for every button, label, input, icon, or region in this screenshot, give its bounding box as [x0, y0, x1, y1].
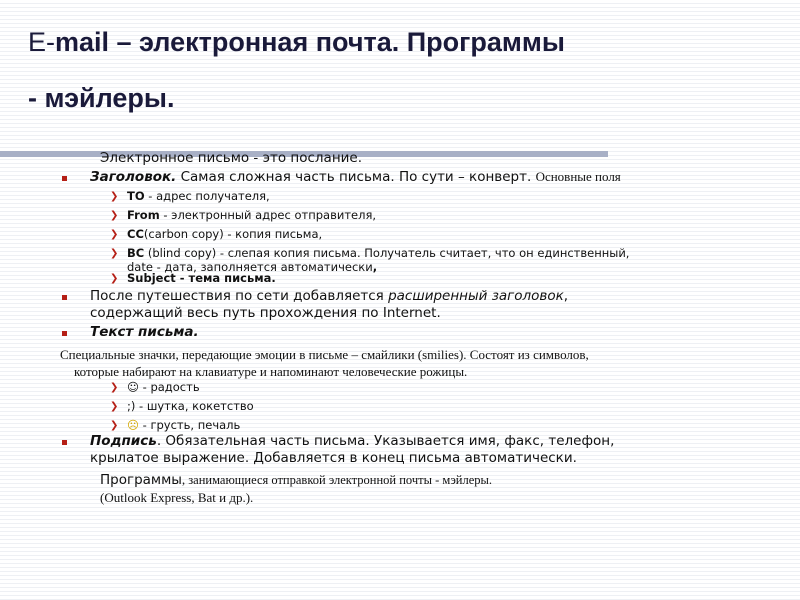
- field-key: TO: [127, 189, 145, 203]
- field-desc: (blind copy) - слепая копия письма. Получатель считает, что он единственный,: [144, 246, 630, 260]
- smiley-item-joy: [127, 380, 200, 394]
- smilies-line1: Специальные значки, передающие эмоции в письме – смайлики (smilies). Состоят из символов,: [60, 347, 589, 362]
- arrow-bullet-icon: ❯: [110, 382, 119, 393]
- smiley-text: - шутка, кокетство: [135, 399, 254, 413]
- field-key: CC: [127, 227, 144, 241]
- ext-pre: После путешествия по сети добавляется: [90, 288, 389, 304]
- title-line1: mail – электронная почта. Программы: [55, 27, 565, 57]
- header-item: [90, 169, 621, 185]
- ext-em: расширенный заголовок: [388, 288, 564, 304]
- bullet-square: [62, 176, 67, 181]
- field-desc: (carbon copy) - копия письма,: [143, 227, 323, 241]
- smiley-item-sad: [127, 418, 240, 432]
- field-desc-2: date - дата, заполняется автоматически: [127, 260, 373, 274]
- field-from: [127, 208, 376, 222]
- bullet-square: [62, 440, 67, 445]
- title-prefix: E-: [28, 27, 55, 57]
- arrow-bullet-icon: ❯: [110, 229, 119, 240]
- slide-title: [28, 14, 788, 126]
- field-cc: [127, 227, 322, 241]
- field-desc: - электронный адрес отправителя,: [159, 208, 377, 222]
- title-line2: - мэйлеры.: [28, 83, 175, 113]
- arrow-bullet-icon: ❯: [110, 420, 119, 431]
- header-text-small: Основные поля: [535, 169, 621, 184]
- programs-rest: , занимающиеся отправкой электронной почты - мэйлеры.: [181, 473, 493, 487]
- field-key: BC: [127, 246, 145, 260]
- arrow-bullet-icon: ❯: [110, 210, 119, 221]
- programs-line: [100, 469, 492, 488]
- extended-header-line2: содержащий весь путь прохождения по Internet.: [90, 305, 441, 321]
- field-key: From: [127, 208, 160, 222]
- header-label: Заголовок.: [90, 169, 177, 185]
- sad-face-icon: ☹: [127, 418, 139, 432]
- intro-text: Электронное письмо - это послание.: [100, 150, 363, 166]
- arrow-bullet-icon: ❯: [110, 191, 119, 202]
- wink-icon: ;): [127, 399, 136, 413]
- field-desc: - адрес получателя,: [144, 189, 270, 203]
- ext-post: ,: [563, 288, 569, 304]
- signature-label: Подпись: [90, 433, 157, 449]
- programs-examples: (Outlook Express, Bat и др.).: [100, 490, 254, 505]
- extended-header-line1: [90, 288, 568, 304]
- smilies-line2: которые набирают на клавиатуре и напоминают человеческие рожицы.: [74, 364, 468, 379]
- smiley-text: - радость: [139, 380, 200, 394]
- smiley-item-joke: [127, 399, 254, 413]
- signature-line1: [90, 433, 614, 449]
- field-desc-2-end: ,: [372, 260, 378, 274]
- bullet-square: [62, 295, 67, 300]
- body-text-item: Текст письма.: [90, 324, 199, 340]
- header-text: Самая сложная часть письма. По сути – конверт.: [176, 169, 536, 185]
- field-bc: [127, 246, 629, 260]
- field-to: [127, 189, 270, 203]
- arrow-bullet-icon: ❯: [110, 401, 119, 412]
- arrow-bullet-icon: ❯: [110, 248, 119, 259]
- smile-icon: ☺: [127, 380, 139, 394]
- signature-text: . Обязательная часть письма. Указывается имя, факс, телефон,: [156, 433, 615, 449]
- field-key: Subject - тема письма.: [127, 271, 276, 285]
- bullet-square: [62, 331, 67, 336]
- signature-line2: крылатое выражение. Добавляется в конец письма автоматически.: [90, 450, 577, 466]
- arrow-bullet-icon: ❯: [110, 273, 119, 284]
- programs-word: Программы: [100, 472, 182, 488]
- smiley-text: - грусть, печаль: [139, 418, 241, 432]
- field-subject: [127, 271, 276, 285]
